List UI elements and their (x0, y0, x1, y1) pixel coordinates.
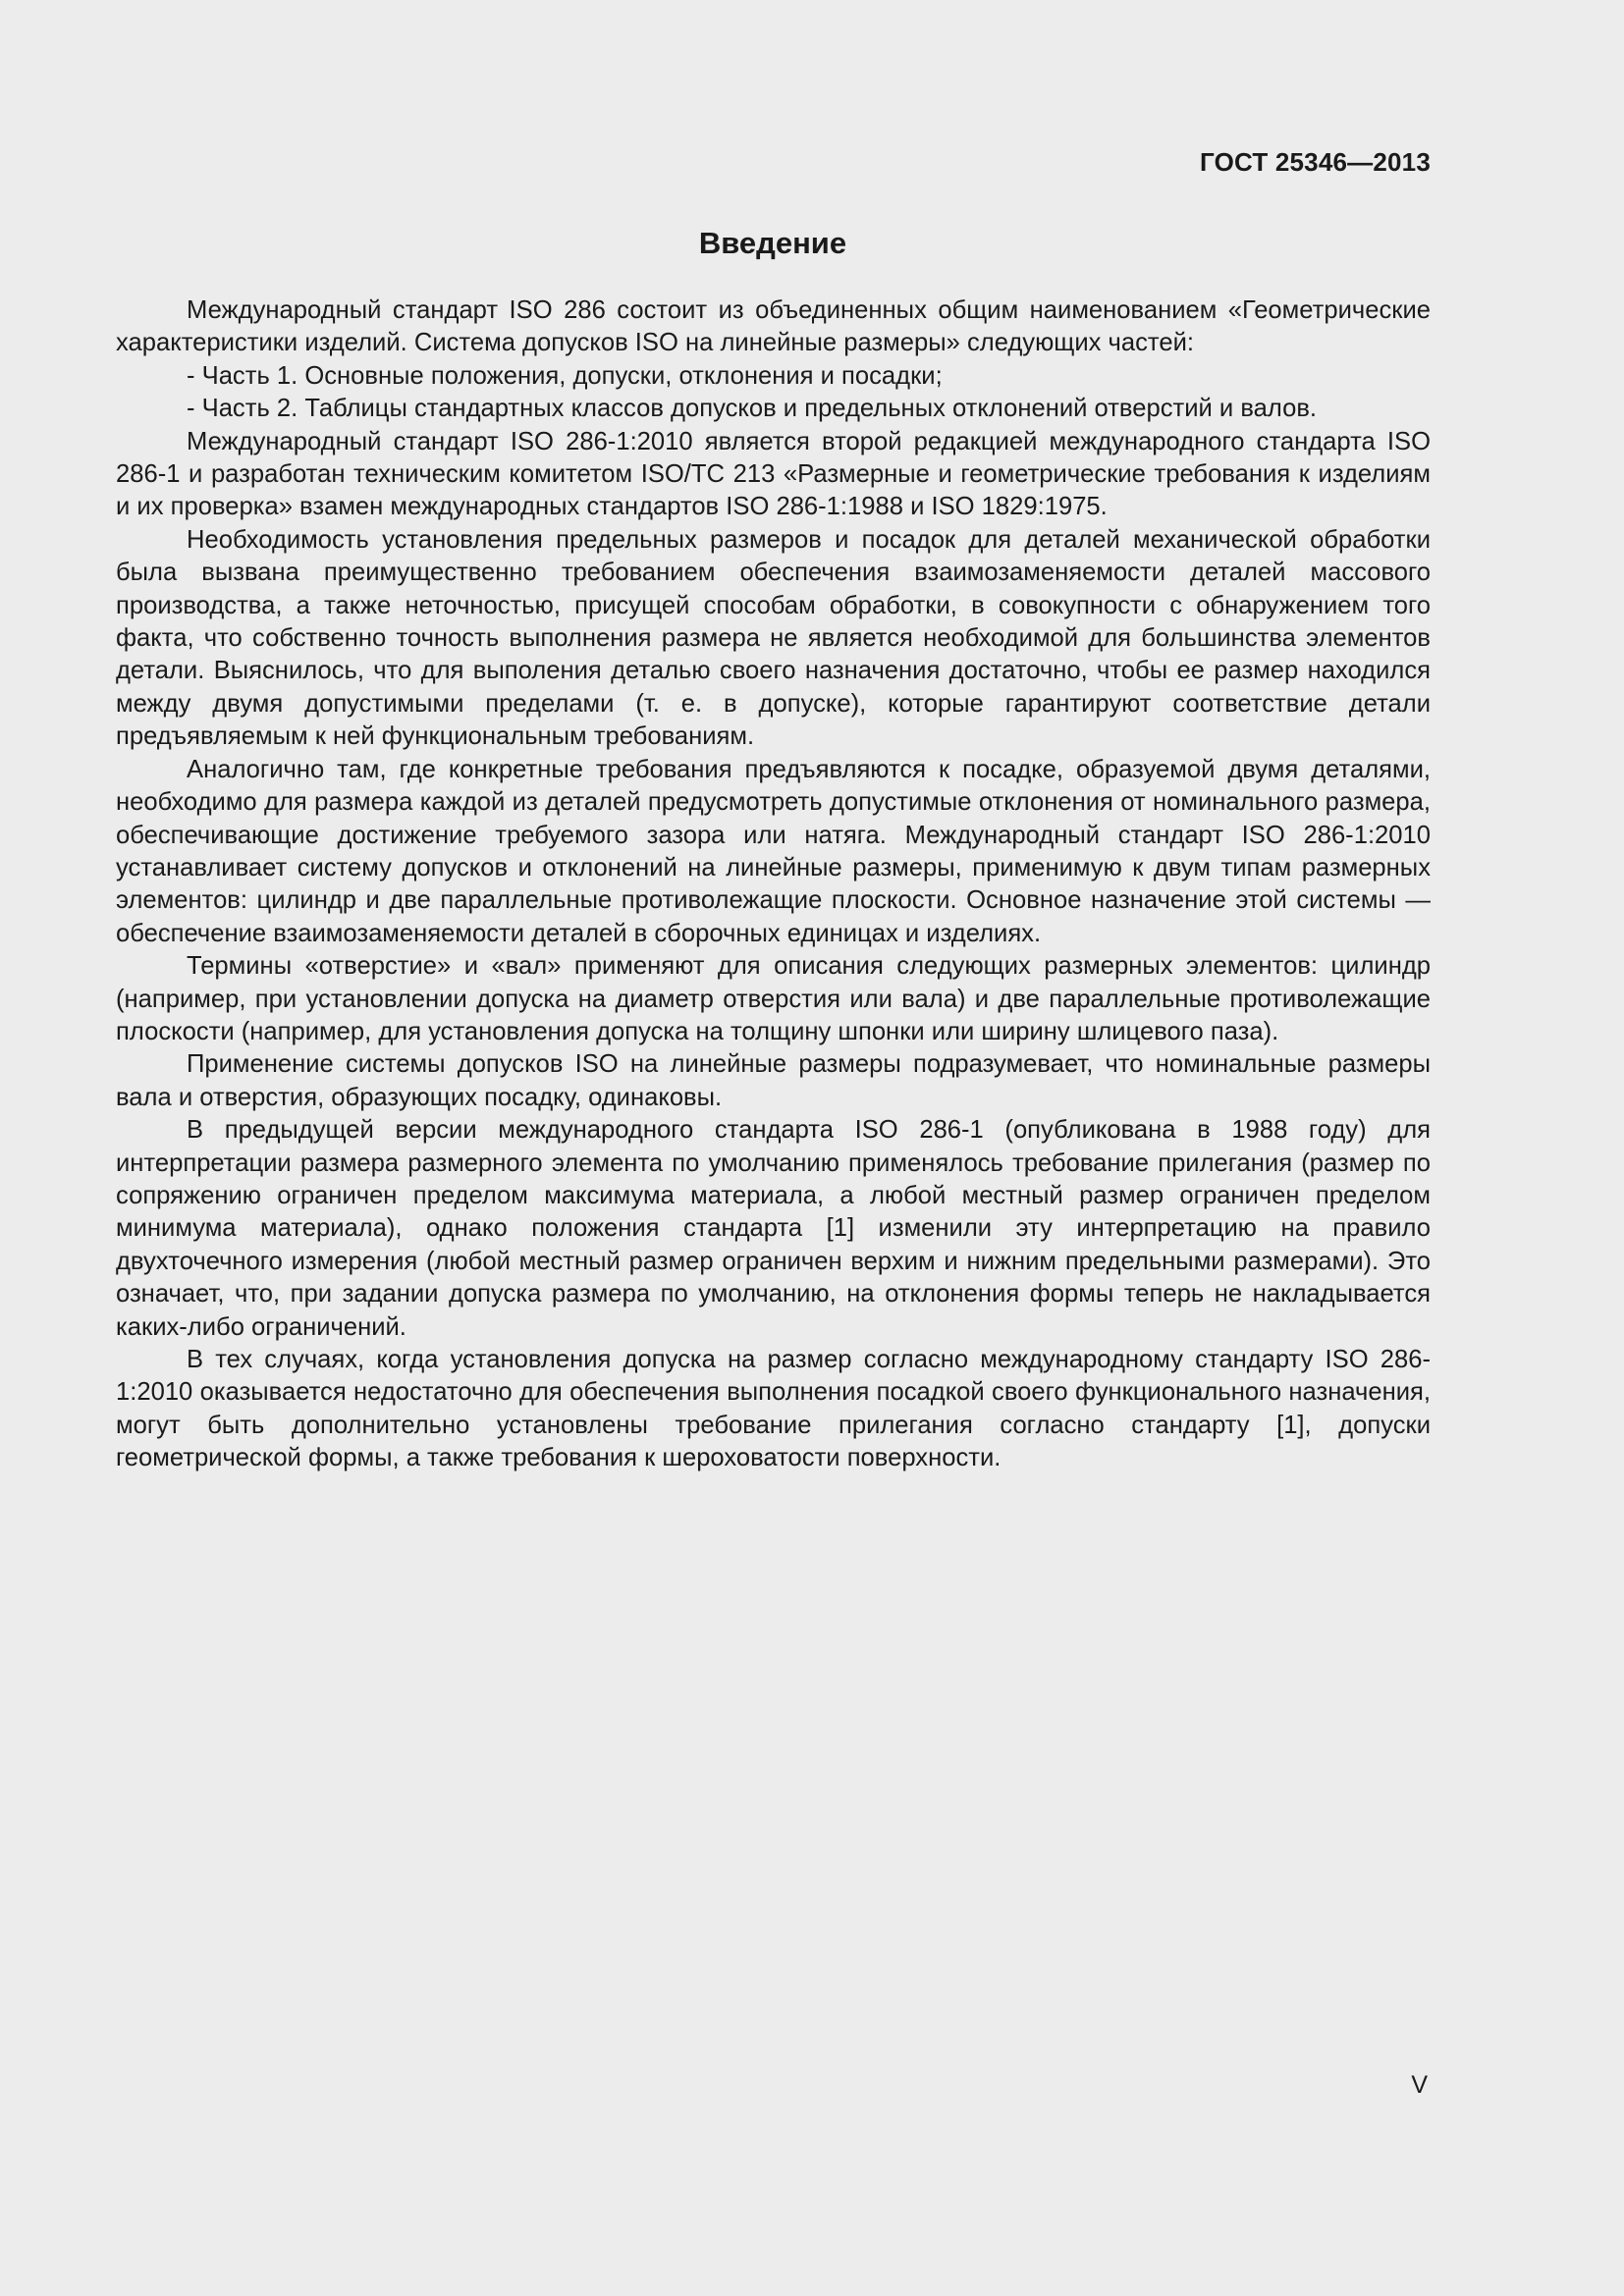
section-title: Введение (698, 226, 847, 260)
paragraph: В тех случаях, когда установления допуска на размер согласно международному стандарту ISO 286-1:2010 оказывается недостаточно для обеспечения выполнения посадкой своего функционального назначения, могут быть дополнительно установлены требование прилегания согласно стандарту [1], допуски геометрической формы, а также требования к шероховатости поверхности. (116, 1346, 1431, 1472)
paragraph: Применение системы допусков ISO на линейные размеры подразумевает, что номинальные размеры вала и отверстия, образующих посадку, одинаковы. (116, 1050, 1431, 1111)
paragraph: Международный стандарт ISO 286-1:2010 является второй редакцией международного стандарта ISO 286-1 и разработан техническим комитетом ISO/TC 213 «Размерные и геометрические требования к изделиям и их проверка» взамен международных стандартов ISO 286-1:1988 и ISO 1829:1975. (116, 427, 1431, 521)
paragraph: Аналогично там, где конкретные требования предъявляются к посадке, образуемой двумя деталями, необходимо для размера каждой из деталей предусмотреть допустимые отклонения от номинального размера, обеспечивающие достижение требуемого зазора или натяга. Международный стандарт ISO 286-1:2010 устанавливает систему допусков и отклонений на линейные размеры, применимую к двум типам размерных элементов: цилиндр и две параллельные противолежащие плоскости. Основное назначение этой системы — обеспечение взаимозаменяемости деталей в сборочных единицах и изделиях. (116, 755, 1431, 947)
paragraph: Необходимость установления предельных размеров и посадок для деталей механической обработки была вызвана преимущественно требованием обеспечения взаимозаменяемости деталей массового производства, а также неточностью, присущей способам обработки, в совокупности с обнаружением того факта, что собственно точность выполнения размера не является необходимой для большинства элементов детали. Выяснилось, что для выполения деталью своего назначения достаточно, чтобы ее размер находился между двумя допустимыми пределами (т. е. в допуске), которые гарантируют соответствие детали предъявляемым к ней функциональным требованиям. (116, 525, 1431, 751)
list-item: - Часть 1. Основные положения, допуски, отклонения и посадки; (187, 361, 943, 390)
paragraph: Термины «отверстие» и «вал» применяют для описания следующих размерных элементов: цилиндр (например, при установлении допуска на диаметр отверстия или вала) и две параллельные противолежащие плоскости (например, для установления допуска на толщину шпонки или ширину шлицевого паза). (116, 952, 1431, 1045)
page-number: V (1411, 2071, 1428, 2099)
document-code: ГОСТ 25346—2013 (1200, 147, 1431, 177)
list-item: - Часть 2. Таблицы стандартных классов допусков и предельных отклонений отверстий и валов. (187, 395, 1318, 423)
body-text (116, 294, 1431, 1475)
paragraph: В предыдущей версии международного стандарта ISO 286-1 (опубликована в 1988 году) для интерпретации размера размерного элемента по умолчанию применялось требование прилегания (размер по сопряжению ограничен пределом максимума материала, а любой местный размер ограничен пределом минимума материала), однако положения стандарта [1] изменили эту интерпретацию на правило двухточечного измерения (любой местный размер ограничен верхим и нижним предельными размерами). Это означает, что, при задании допуска размера по умолчанию, на отклонения формы теперь не накладывается каких-либо ограничений. (116, 1116, 1431, 1341)
paragraph: Международный стандарт ISO 286 состоит из объединенных общим наименованием «Геометрические характеристики изделий. Система допусков ISO на линейные размеры» следующих частей: (116, 296, 1431, 357)
